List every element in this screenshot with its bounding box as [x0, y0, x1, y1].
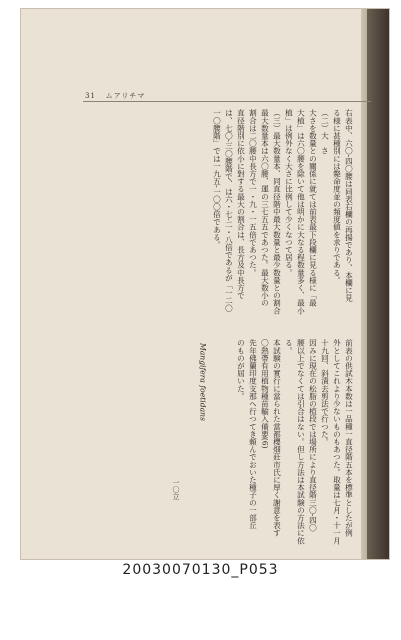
- image-caption: 20030070130_P053: [122, 562, 279, 578]
- book-page: [20, 8, 390, 560]
- text-column: 十九回、斜漬去剪法で行つた。: [320, 339, 330, 446]
- text-column: 大さを数量との關係に就ては前表最下段欄に見る様に「最: [308, 109, 318, 307]
- page-number: 31: [85, 92, 96, 100]
- text-column: のものが屆いた。: [236, 339, 246, 400]
- text-column: 割合は二〇腰中長方で一・九・一五倍であつた。: [248, 109, 258, 277]
- text-column: 腰以上でなくては引合はない。但し方法は本試験の方法に依: [296, 339, 306, 545]
- text-column: 先年佛蘭印度支那へ行つてき頼んでおいた種子の一部丘: [248, 339, 258, 529]
- species-name: Mangifera foetidans: [198, 343, 208, 421]
- text-column: 外としてこれより少ないものもあつた。取量は七月・十一月: [332, 339, 342, 545]
- section-heading: （二）大 さ: [320, 109, 330, 155]
- header-rule: [83, 101, 371, 102]
- text-column: 大植」は六〇腰を除いて他は明かに大なる程数量多く、最小: [296, 109, 306, 315]
- text-column: 右表中、六〇‐四〇腰は同表右欄の再揚であり、本欄に見: [344, 109, 354, 302]
- text-column: 本試験の實行に當られた當都櫻畑莊市氏に厚く謝意を表す: [272, 339, 282, 537]
- text-column: る様に甚種別には斃命度並の頻度値を求りである。: [332, 109, 342, 284]
- section-heading: 〇熱帶有用植物種苗輸入備要(6): [260, 339, 270, 449]
- running-title: ムアリチマ: [105, 92, 146, 100]
- text-column: 一〇腰階」では一九五‐一〇〇倍である。: [212, 109, 222, 249]
- running-header: [85, 91, 145, 101]
- text-column: 前表の供試木本数は一品種一直径階五本を標準としたが例: [344, 339, 354, 537]
- text-column: （三）最大数量本、同直径階中最大数量と最少数量との割合: [272, 109, 282, 315]
- text-column: は、七〇‐三〇腰階で、は六・七‐二・八倍であるが「一二〇: [224, 109, 234, 312]
- bottom-page-number: 一〇立: [172, 479, 180, 500]
- text-column: る。: [284, 339, 294, 355]
- text-column: 植」は例外なく大さに比例して少くなつて居る。: [284, 109, 294, 277]
- book-spine: [367, 9, 389, 559]
- text-column: 直径階別に依小に對する最大の割合は、長方及中長方で: [236, 109, 246, 299]
- text-column: 因みに現在の松脂の植段では場所により直径階三〇‐四〇: [308, 339, 318, 532]
- text-column: 最大数量本は六〇腰、運の三七五五であつた。最大数小の: [260, 109, 270, 307]
